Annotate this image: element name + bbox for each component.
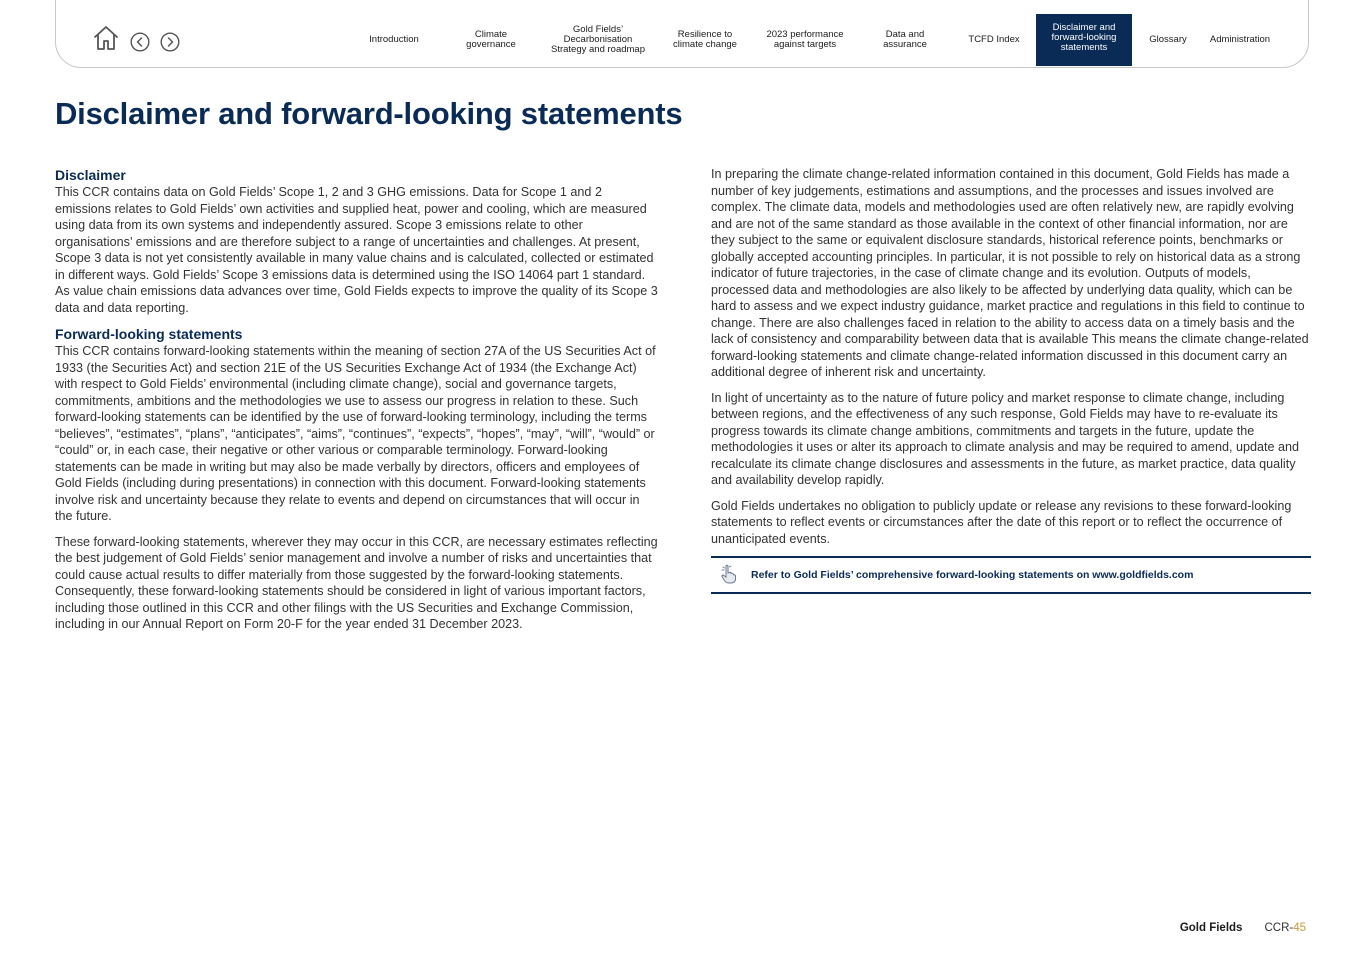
footer-page-number: 45	[1293, 922, 1306, 934]
reference-callout[interactable]	[711, 556, 1311, 594]
tab-performance[interactable]: 2023 performance against targets	[766, 28, 844, 50]
tab-climate-governance[interactable]: Climate governance	[466, 28, 516, 50]
section-tabs	[56, 16, 1308, 68]
tab-resilience[interactable]: Resilience to climate change	[673, 28, 737, 50]
right-paragraph-2: In light of uncertainty as to the nature of future policy and market response to climate change, including between regions, and the effectiveness of any such response, Gold Fields may have to re-evaluate its progress towards its climate change ambitions, commitments and targets in the future, update the methodologies it uses or alter its approach to climate analysis and may be required to amend, update and recalculate its climate change disclosures and assessments in the future, as market practice, data quality and availability develop rapidly.	[711, 390, 1300, 487]
tab-tcfd-index[interactable]: TCFD Index	[968, 33, 1020, 45]
tab-disclaimer[interactable]: Disclaimer and forward-looking statements	[1036, 14, 1132, 66]
tab-administration[interactable]: Administration	[1209, 33, 1271, 45]
right-paragraph-1: In preparing the climate change-related information contained in this document, Gold Fields has made a number of key judgements, estimations and assumptions, and the processes and issues involved are complex. The climate data, models and methodologies used are often relatively new, are rapidly evolving and are not of the same standard as those available in the context of other financial information, nor are they subject to the same or equivalent disclosure standards, historical reference points, benchmarks or globally accepted accounting principles. In particular, it is not possible to rely on historical data as a strong indicator of future trajectories, in the case of climate change and its evolution. Outputs of models, processed data and methodologies are also likely to be affected by underlying data quality, which can be hard to assess and we expect industry guidance, market practice and regulations in this field to continue to change. There are also challenges faced in relation to the ability to access data on a timely basis and the lack of consistency and comparability between data that is available This means the climate change-related forward-looking statements and climate change-related information discussed in this document carry an additional degree of inherent risk and uncertainty.	[711, 167, 1309, 379]
pointing-hand-icon	[719, 564, 737, 584]
tab-decarbonisation-strategy[interactable]: Gold Fields’ Decarbonisation Strategy and roadmap	[550, 23, 645, 55]
disclaimer-paragraph: This CCR contains data on Gold Fields’ Scope 1, 2 and 3 GHG emissions. Data for Scope 1 and 2 emissions relates to Gold Fields’ own activities and supplied heat, power and cooling, which are measured using data from its own systems and independently assured. Scope 3 emissions relate to other organisations’ emissions and are therefore subject to a range of uncertainties and challenges. At present, Scope 3 data is not yet consistently available in many value chains and is calculated, collected or estimated in different ways. Gold Fields’ Scope 3 emissions data is determined using the ISO 14064 part 1 standard. As value chain emissions data advances over time, Gold Fields expects to improve the quality of its Scope 3 data and data reporting.	[55, 185, 658, 315]
forward-looking-paragraph-1: This CCR contains forward-looking statements within the meaning of section 27A of the US Securities Act of 1933 (the Securities Act) and section 21E of the US Securities Exchange Act of 1934 (the Exchange Act) with respect to Gold Fields’ environmental (including climate change), social and governance targets, commitments, ambitions and the methodologies we use to assess our progress in relation to these. Such forward-looking statements can be identified by the use of forward-looking terminology, including the terms “believes”, “estimates”, “plans”, “anticipates”, “aims”, “continues”, “expects”, “hopes”, “may”, “will”, “would” or “could” or, in each case, their negative or other various or comparable terminology. Forward-looking statements can be made in writing but may also be made verbally by directors, officers and employees of Gold Fields (including during presentations) in connection with this document. Forward-looking statements involve risk and uncertainty because they relate to events and depend on circumstances that will occur in the future.	[55, 344, 656, 523]
forward-looking-paragraph-2: These forward-looking statements, wherever they may occur in this CCR, are necessary estimates reflecting the best judgement of Gold Fields’ senior management and involve a number of risks and uncertainties that could cause actual results to differ materially from those suggested by the forward-looking statements. Consequently, these forward-looking statements should be considered in light of various important factors, including those outlined in this CCR and other filings with the US Securities and Exchange Commission, including in our Annual Report on Form 20-F for the year ended 31 December 2023.	[55, 534, 658, 631]
right-paragraph-3: Gold Fields undertakes no obligation to publicly update or release any revisions to these forward-looking statements to reflect events or circumstances after the date of this report or to reflect the occurrence of unanticipated events.	[711, 498, 1292, 546]
page-title: Disclaimer and forward-looking statements	[55, 96, 683, 131]
footer-page	[1264, 922, 1306, 934]
tab-glossary[interactable]: Glossary	[1149, 33, 1187, 45]
left-column	[55, 166, 658, 642]
callout-link-text[interactable]: Refer to Gold Fields’ comprehensive forward-looking statements on www.goldfields.com	[751, 568, 1194, 581]
page-footer	[1180, 922, 1306, 934]
right-column	[711, 166, 1311, 594]
disclaimer-heading: Disclaimer	[55, 167, 126, 183]
tab-data-assurance[interactable]: Data and assurance	[883, 28, 927, 50]
top-navigation	[55, 0, 1309, 68]
footer-page-prefix: CCR-	[1264, 922, 1294, 934]
forward-looking-heading: Forward-looking statements	[55, 326, 243, 342]
footer-brand: Gold Fields	[1179, 922, 1243, 934]
tab-introduction[interactable]: Introduction	[369, 33, 419, 45]
